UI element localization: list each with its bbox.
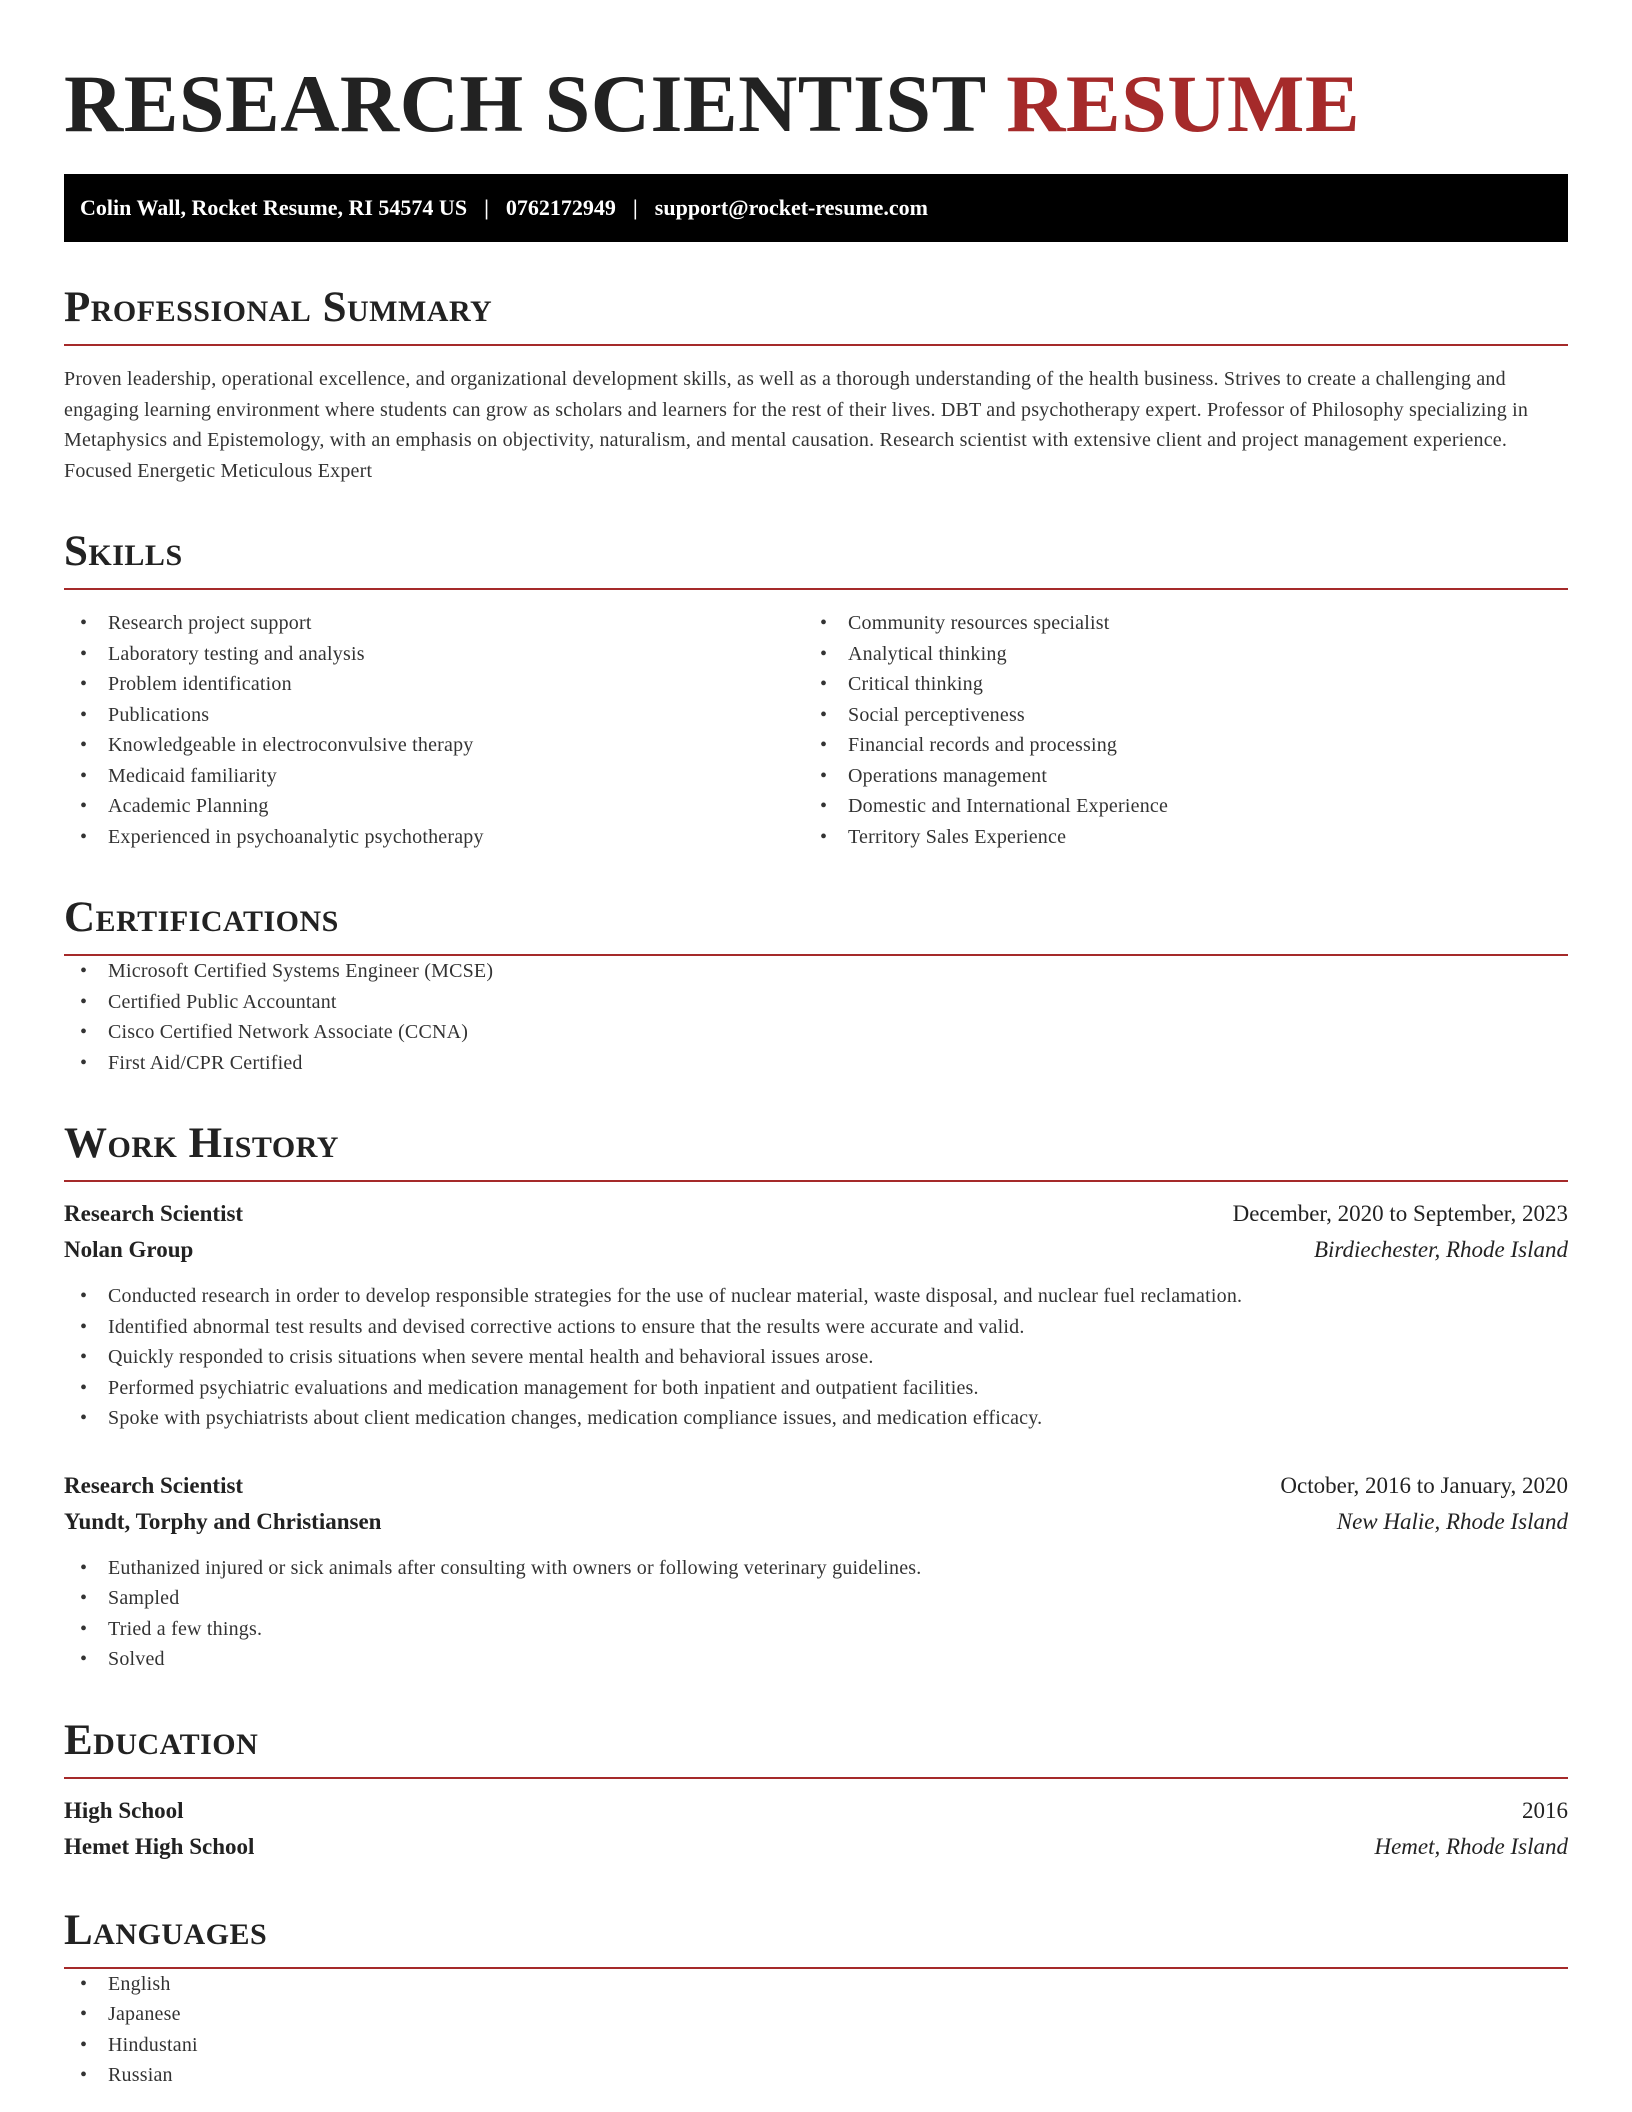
job-company-row <box>64 1232 1568 1268</box>
section-divider <box>64 344 1568 346</box>
contact-email[interactable]: support@rocket-resume.com <box>654 195 928 220</box>
job-title-row <box>64 1196 1568 1232</box>
job-entry <box>64 1196 1568 1434</box>
section-heading: Certifications <box>64 894 339 941</box>
skill-item: • Financial records and processing <box>804 730 1544 761</box>
skill-item: • Analytical thinking <box>804 639 1544 670</box>
summary-text: Proven leadership, operational excellence, and organizational development skills, as well as a thorough understanding of the health business. Strives to create a challenging and engaging learning environment where students can grow as scholars and learners for the rest of their lives. DBT and psychotherapy expert. Professor of Philosophy specializing in Metaphysics and Epistemology, with an emphasis on objectivity, naturalism, and mental causation. Research scientist with extensive client and project management experience. Focused Energetic Meticulous Expert <box>64 368 1529 482</box>
job-title-row <box>64 1468 1568 1504</box>
job-duty-item: • Identified abnormal test results and devised corrective actions to ensure that the results were accurate and valid. <box>64 1312 1568 1343</box>
skill-item: • Research project support <box>64 608 804 639</box>
language-item: • Russian <box>64 2060 1568 2091</box>
skill-item: • Critical thinking <box>804 669 1544 700</box>
contact-address: Colin Wall, Rocket Resume, RI 54574 US <box>80 195 468 220</box>
job-title: Research Scientist <box>64 1472 244 1498</box>
job-duties-list <box>64 1281 1568 1434</box>
education-location: Hemet, Rhode Island <box>1374 1833 1568 1859</box>
job-duty-item: • Performed psychiatric evaluations and medication management for both inpatient and outpatient facilities. <box>64 1373 1568 1404</box>
section-heading: Work History <box>64 1120 339 1167</box>
education-year: 2016 <box>1522 1797 1568 1823</box>
skill-item: • Community resources specialist <box>804 608 1544 639</box>
resume-title <box>64 56 1568 152</box>
skill-item: • Territory Sales Experience <box>804 822 1544 853</box>
education-section <box>64 1717 1568 1865</box>
work-history-section <box>64 1120 1568 1675</box>
section-heading: Professional Summary <box>64 284 493 331</box>
job-company: Yundt, Torphy and Christiansen <box>64 1508 382 1534</box>
certifications-list <box>64 956 1568 1078</box>
certification-item: • Certified Public Accountant <box>64 987 1568 1018</box>
language-item: • English <box>64 1969 1568 2000</box>
job-duty-item: • Sampled <box>64 1583 1568 1614</box>
education-degree: High School <box>64 1797 184 1823</box>
job-duty-item: • Tried a few things. <box>64 1614 1568 1645</box>
skills-grid <box>64 608 1568 852</box>
job-duty-item: • Euthanized injured or sick animals after consulting with owners or following veterinary guidelines. <box>64 1553 1568 1584</box>
language-item: • Japanese <box>64 1999 1568 2030</box>
skill-item: • Laboratory testing and analysis <box>64 639 804 670</box>
job-duty-item: • Conducted research in order to develop responsible strategies for the use of nuclear material, waste disposal, and nuclear fuel reclamation. <box>64 1281 1568 1312</box>
skill-item: • Problem identification <box>64 669 804 700</box>
languages-section <box>64 1907 1568 2091</box>
skill-item: • Social perceptiveness <box>804 700 1544 731</box>
section-divider <box>64 588 1568 590</box>
contact-bar <box>64 174 1568 242</box>
contact-separator: | <box>484 195 489 220</box>
certification-item: • Cisco Certified Network Associate (CCNA) <box>64 1017 1568 1048</box>
skill-item: • Operations management <box>804 761 1544 792</box>
job-title: Research Scientist <box>64 1201 244 1226</box>
skill-item: • Publications <box>64 700 804 731</box>
section-divider <box>64 1777 1568 1779</box>
section-divider <box>64 1180 1568 1182</box>
contact-phone[interactable]: 0762172949 <box>505 195 616 220</box>
section-heading: Skills <box>64 528 183 575</box>
education-degree-row <box>64 1793 1568 1829</box>
skill-item: • Experienced in psychoanalytic psychotherapy <box>64 822 804 853</box>
education-entry <box>64 1793 1568 1865</box>
skills-list-right <box>804 608 1544 852</box>
job-duty-item: • Quickly responded to crisis situations when severe mental health and behavioral issues arose. <box>64 1342 1568 1373</box>
job-duty-item: • Solved <box>64 1644 1568 1675</box>
certification-item: • Microsoft Certified Systems Engineer (MCSE) <box>64 956 1568 987</box>
job-duty-item: • Spoke with psychiatrists about client medication changes, medication compliance issues, and medication efficacy. <box>64 1403 1568 1434</box>
certification-item: • First Aid/CPR Certified <box>64 1048 1568 1079</box>
skill-item: • Medicaid familiarity <box>64 761 804 792</box>
contact-separator: | <box>632 195 638 220</box>
languages-list <box>64 1969 1568 2091</box>
skill-item: • Academic Planning <box>64 791 804 822</box>
skills-list-left <box>64 608 804 852</box>
section-heading: Languages <box>64 1906 268 1954</box>
language-item: • Hindustani <box>64 2030 1568 2061</box>
certifications-section <box>64 894 1568 1078</box>
skill-item: • Domestic and International Experience <box>804 791 1544 822</box>
job-location: New Halie, Rhode Island <box>1336 1508 1568 1534</box>
job-dates: October, 2016 to January, 2020 <box>1280 1472 1568 1498</box>
summary-section <box>64 284 1568 486</box>
title-accent: RESUME <box>1006 58 1361 149</box>
job-dates: December, 2020 to September, 2023 <box>1232 1201 1568 1226</box>
job-company-row <box>64 1504 1568 1540</box>
skills-section <box>64 528 1568 852</box>
education-school: Hemet High School <box>64 1833 255 1859</box>
job-duties-list <box>64 1553 1568 1675</box>
job-entry <box>64 1468 1568 1675</box>
education-school-row <box>64 1829 1568 1865</box>
skill-item: • Knowledgeable in electroconvulsive therapy <box>64 730 804 761</box>
job-company: Nolan Group <box>64 1237 194 1262</box>
section-heading: Education <box>64 1716 259 1764</box>
job-location: Birdiechester, Rhode Island <box>1313 1237 1568 1262</box>
title-main: RESEARCH SCIENTIST <box>64 58 986 149</box>
